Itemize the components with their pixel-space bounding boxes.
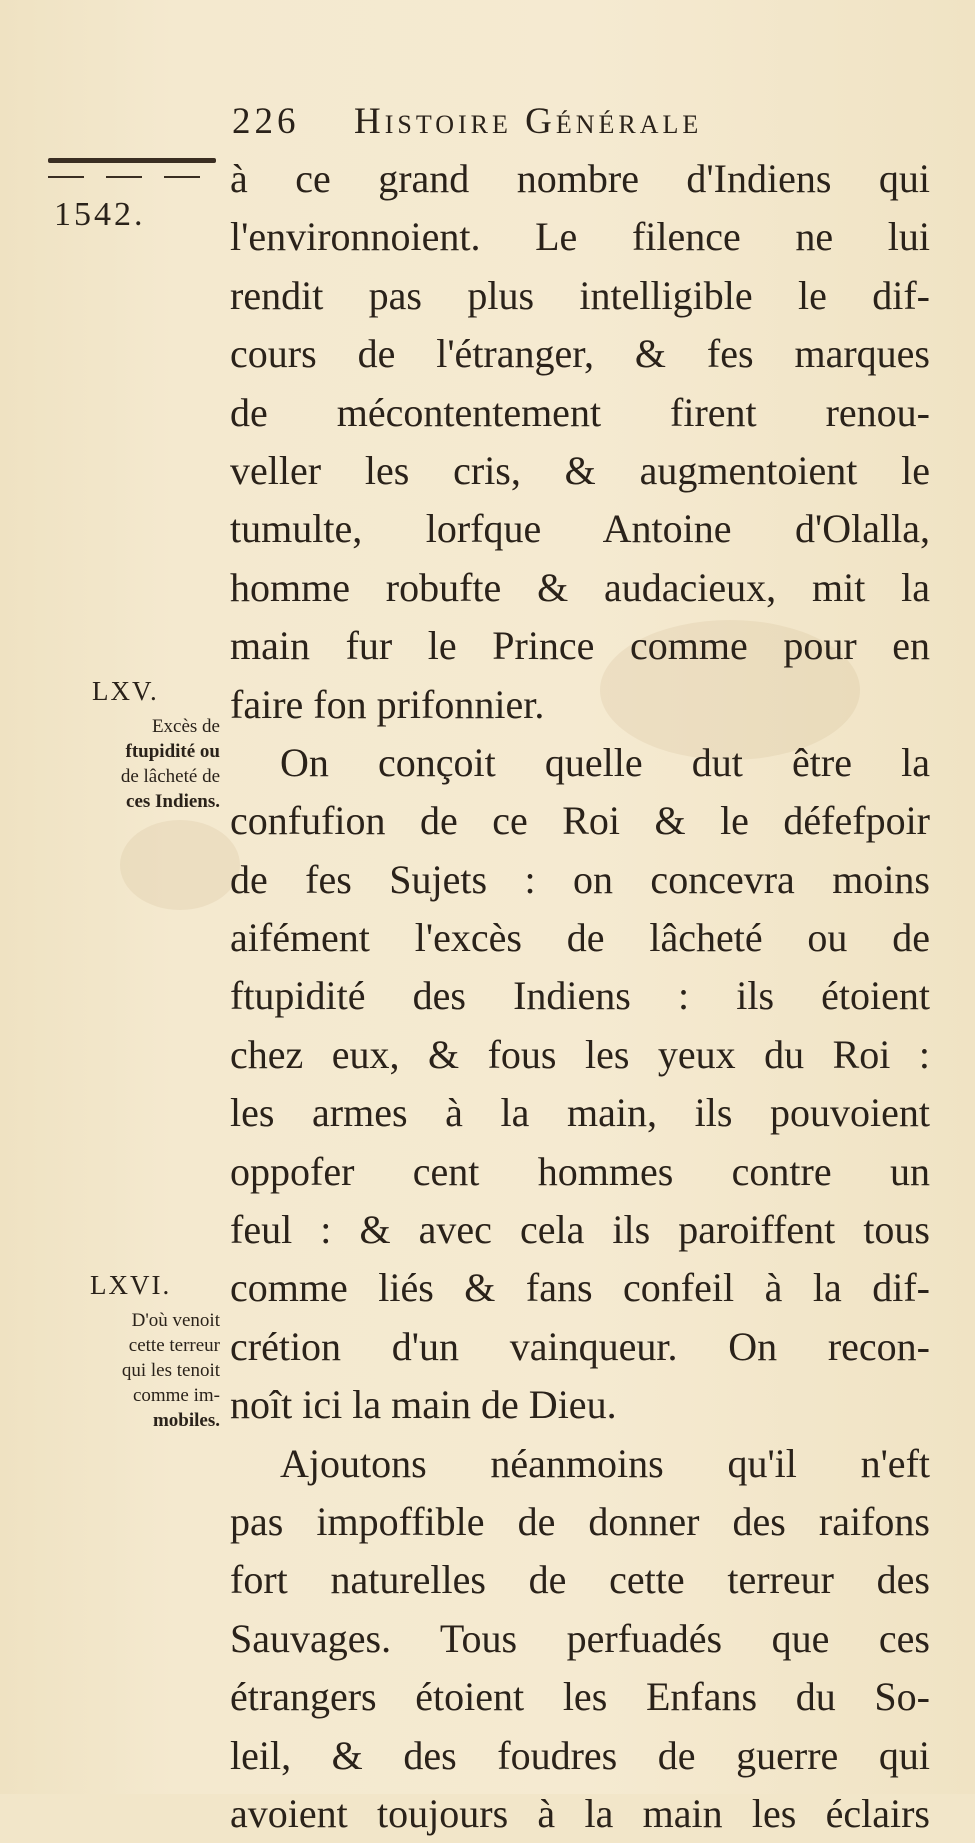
ornamental-rule-dashes [48,176,216,178]
text-line: confufion de ce Roi & le défefpoir [230,798,930,844]
running-title: Histoire Générale [354,101,703,142]
margin-note-line: ftupidité ou [125,741,220,762]
text-line: oppofer cent hommes contre un [230,1148,930,1194]
text-line: avoient toujours à la main les éclairs [230,1790,930,1836]
margin-note-numeral: LXVI. [90,1270,172,1300]
margin-note-lxvi [90,1270,171,1301]
margin-year: 1542. [54,196,146,233]
text-line: Ajoutons néanmoins qu'il n'eft [280,1440,930,1486]
text-line: main fur le Prince comme pour en [230,623,930,669]
margin-note-line: D'où venoit [131,1310,220,1331]
text-line: rendit pas plus intelligible le dif- [230,272,930,318]
margin-note-lxv [92,676,159,707]
text-line: feul : & avec cela ils paroiffent tous [230,1207,930,1253]
text-line: comme liés & fans confeil à la dif- [230,1265,930,1311]
text-line: noît ici la main de Dieu. [230,1382,617,1428]
paper-stain [120,820,240,910]
text-line: fort naturelles de cette terreur des [230,1557,930,1603]
text-line: chez eux, & fous les yeux du Roi : [230,1031,930,1077]
text-line: Sauvages. Tous perfuadés que ces [230,1615,930,1661]
text-line: de mécontentement firent renou- [230,389,930,435]
text-line: tumulte, lorfque Antoine d'Olalla, [230,506,930,552]
text-line: à ce grand nombre d'Indiens qui [230,156,930,201]
text-line: ftupidité des Indiens : ils étoient [230,973,930,1019]
margin-note-line: qui les tenoit [121,1360,220,1381]
text-line: pas impoffible de donner des raifons [230,1498,930,1544]
margin-note-lxvi-text [60,1308,220,1433]
text-line: étrangers étoient les Enfans du So- [230,1674,930,1720]
text-line: homme robufte & audacieux, mit la [230,564,930,610]
margin-note-line: ces Indiens. [126,791,220,812]
running-header [232,100,932,148]
text-line: aifément l'excès de lâcheté ou de [230,915,930,961]
margin-note-lxv-text [90,714,220,814]
margin-note-line: de lâcheté de [120,766,220,787]
text-line: On conçoit quelle dut être la [280,739,930,785]
text-line: leil, & des foudres de guerre qui [230,1732,930,1778]
ornamental-rule [48,158,216,163]
text-line: veller les cris, & augmentoient le [230,447,930,493]
page-number: 226 [232,101,300,142]
margin-note-line: mobiles. [152,1410,220,1431]
text-line: cours de l'étranger, & fes marques [230,331,930,377]
text-line: de fes Sujets : on concevra moins [230,856,930,902]
text-line: faire fon prifonnier. [230,681,545,727]
text-line: les armes à la main, ils pouvoient [230,1090,930,1136]
body-text [230,150,930,1843]
margin-note-line: cette terreur [128,1335,220,1356]
text-line: crétion d'un vainqueur. On recon- [230,1323,930,1369]
margin-note-line: Excès de [151,716,220,737]
margin-note-line: comme im- [132,1385,220,1406]
text-line: l'environnoient. Le filence ne lui [230,214,930,260]
margin-note-numeral: LXV. [92,676,159,706]
